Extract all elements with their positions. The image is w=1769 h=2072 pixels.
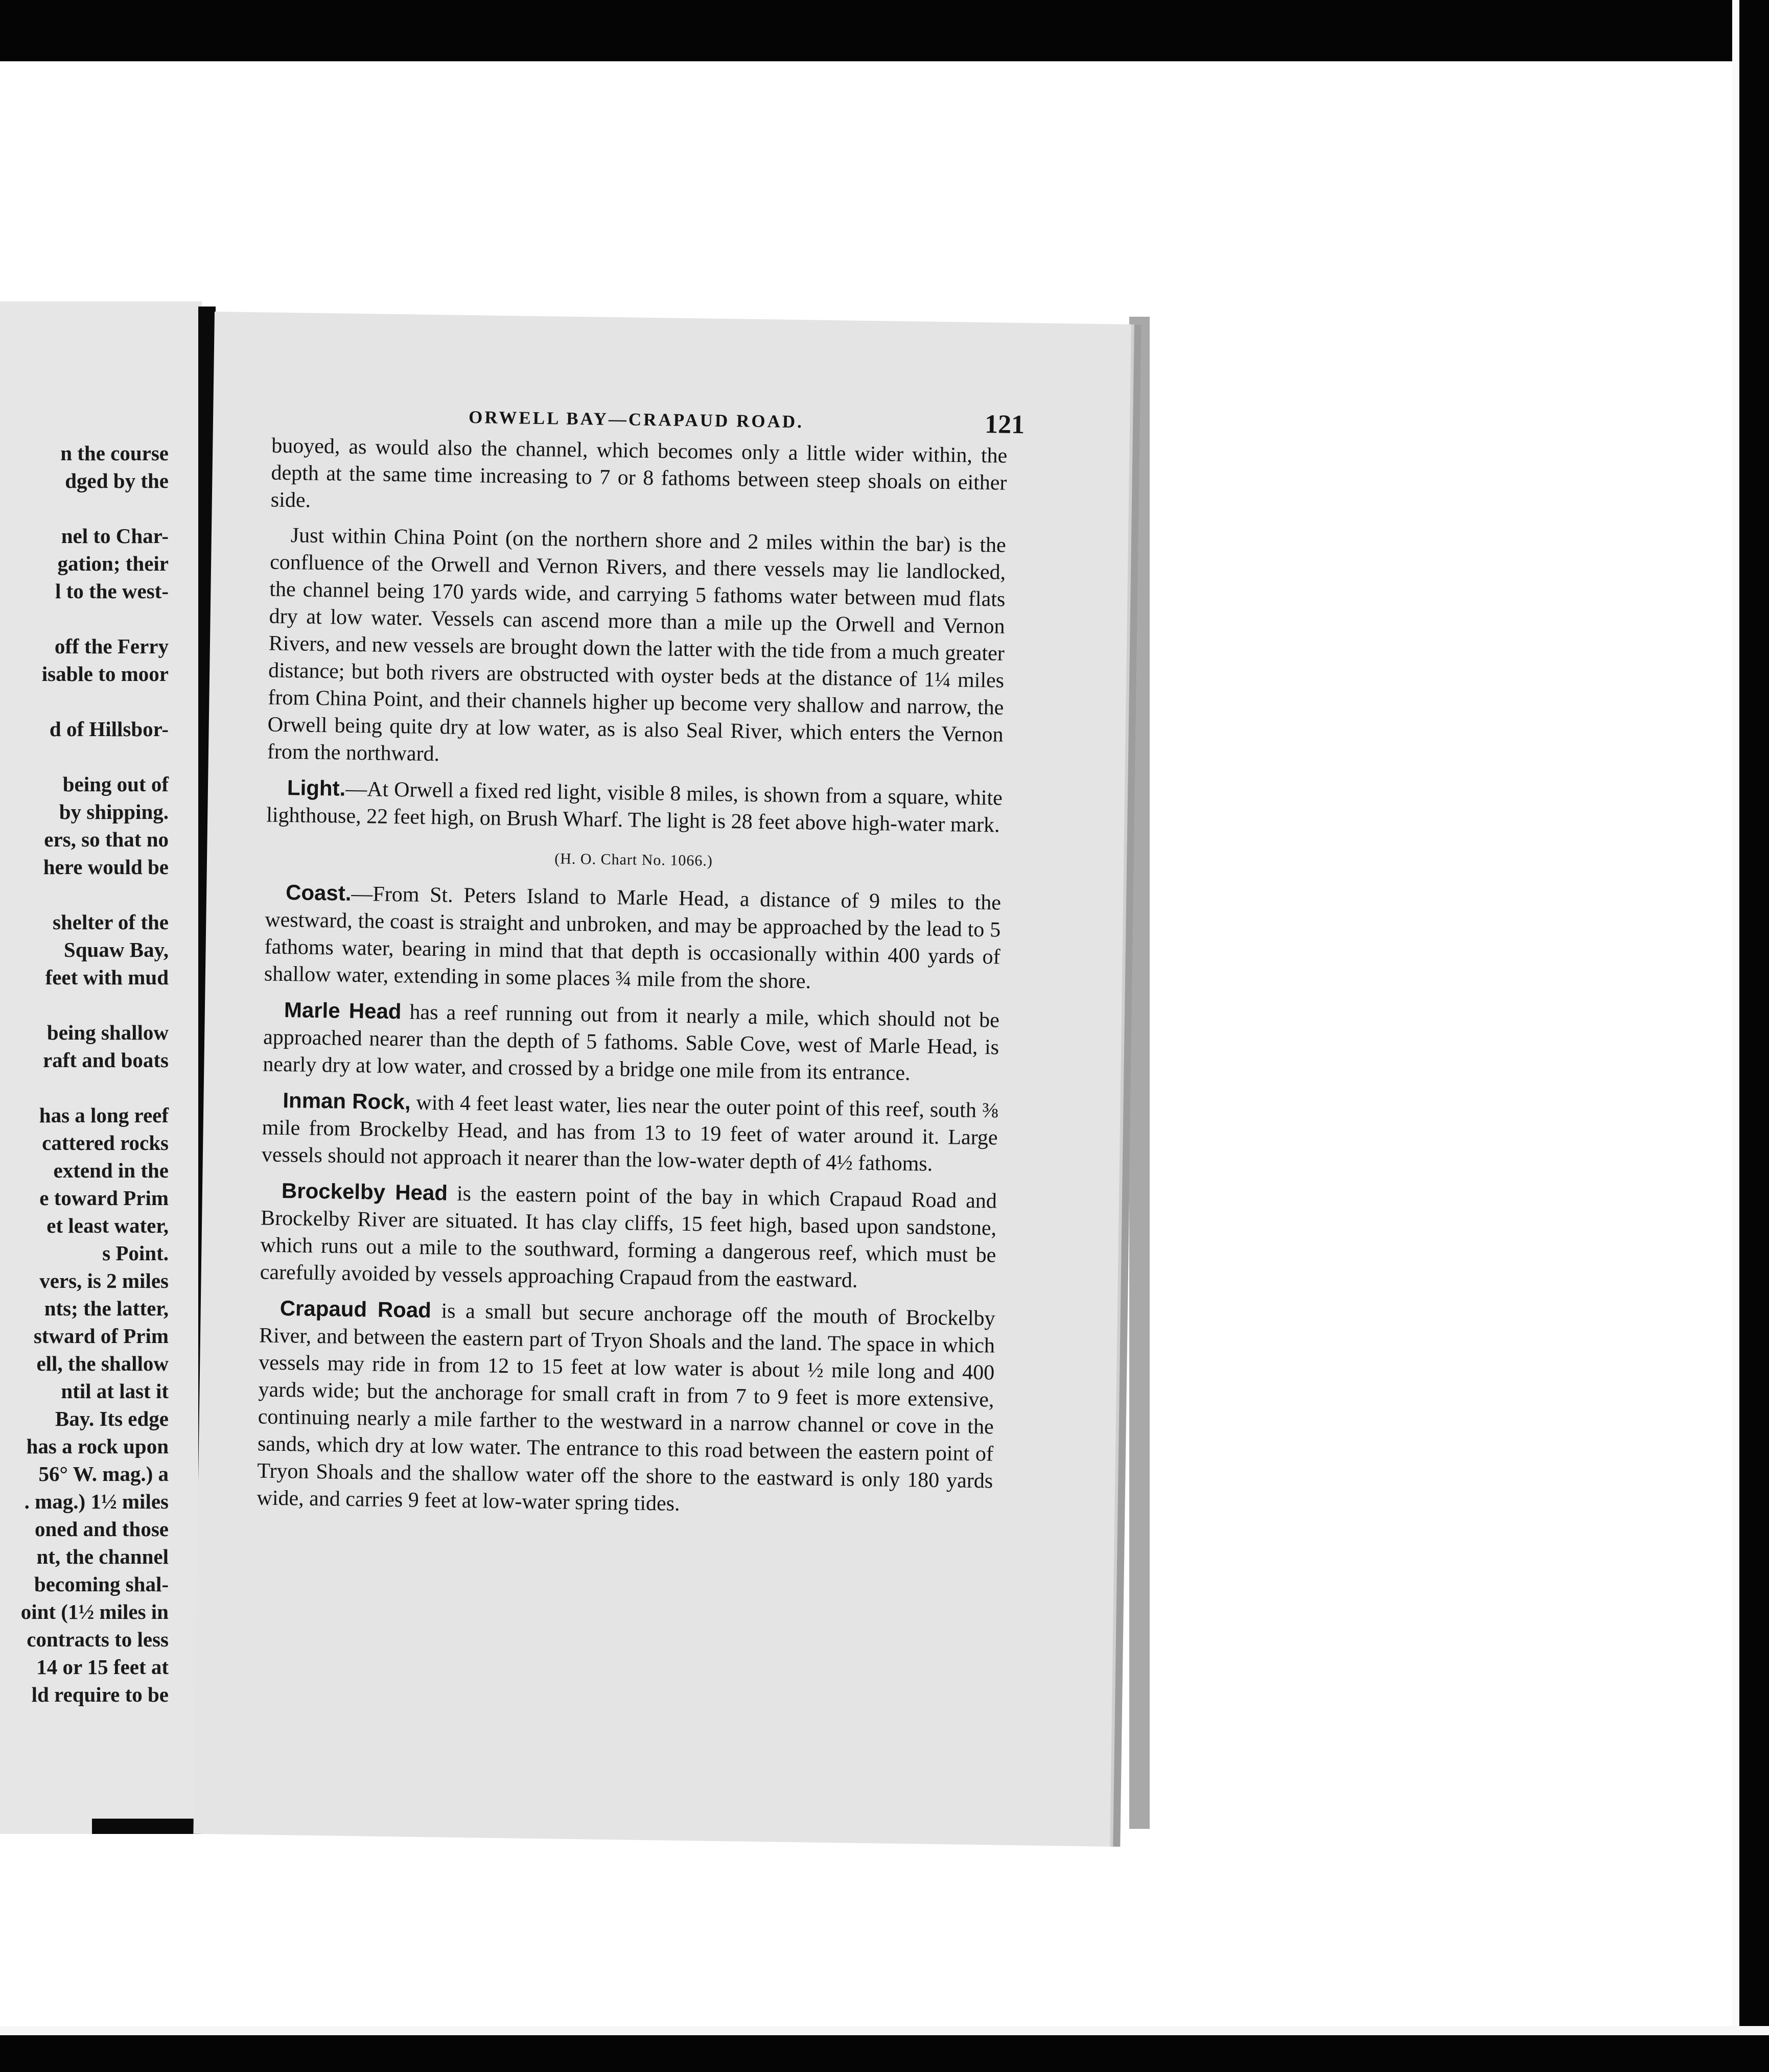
left-page-line: isable to moor xyxy=(41,662,169,686)
scan-border-right-gap xyxy=(1732,0,1739,2072)
left-page-line: here would be xyxy=(43,855,169,879)
left-page-line: becoming shal- xyxy=(34,1572,169,1596)
heading-crapaud-road: Crapaud Road xyxy=(280,1296,432,1323)
left-page-line: stward of Prim xyxy=(33,1324,169,1348)
left-page-line: e toward Prim xyxy=(39,1186,169,1210)
heading-brockelby-head: Brockelby Head xyxy=(281,1178,448,1205)
inman-text: with 4 feet least water, lies near the outer point of this reef, south ⅜ mile from Brockelby Head, and has from 13 to 19 feet of water around it. Large vessels should not approach it nearer than the low-water depth of 4½ fathoms. xyxy=(261,1091,998,1176)
left-page-line: ntil at last it xyxy=(61,1379,169,1403)
left-page-line: feet with mud xyxy=(45,966,169,989)
heading-marle-head: Marle Head xyxy=(284,998,402,1024)
left-page-line: raft and boats xyxy=(42,1048,169,1072)
chart-reference: (H. O. Chart No. 1066.) xyxy=(554,850,713,869)
left-page-line: being shallow xyxy=(46,1021,169,1044)
left-page-line: cattered rocks xyxy=(42,1131,169,1155)
paragraph-continued: buoyed, as would also the channel, which becomes only a little wider within, the depth at the same time increasing to 7 or 8 fathoms between steep shoals on either side. xyxy=(270,434,1008,512)
crapaud-text: is a small but secure anchorage off the mouth of Brockelby River, and between the eastern part of Tryon Shoals and the land. The space in which vessels may ride in from 12 to 15 feet at low water is about ½ mile long and 400 yards wide; but the anchorage for small craft in from 7 to 9 feet is more extensive, continuing nearly a mile farther to the westward in a narrow channel or cove in the sands, which dry at low water. The entrance to this road between the eastern point of Tryon Shoals and the shallow water off the shore to the eastward is only 180 yards wide, and carries 9 feet at low-water spring tides. xyxy=(257,1299,995,1516)
right-page xyxy=(193,312,1141,1847)
brockelby-text: is the eastern point of the bay in which Crapaud Road and Brockelby River are situated. It has clay cliffs, 15 feet high, based upon sandstone, which runs out a mile to the southward, forming a dangerous reef, which must be carefully avoided by vessels approaching Crapaud from the eastward. xyxy=(260,1182,997,1292)
left-page-line: n the course xyxy=(60,441,169,465)
paragraph-coast xyxy=(264,878,1002,998)
left-page-line: being out of xyxy=(62,772,169,796)
heading-light: Light. xyxy=(287,775,346,800)
scan-border-bottom xyxy=(0,2035,1769,2072)
page-number: 121 xyxy=(984,410,1025,440)
left-page-line: s Point. xyxy=(102,1241,169,1265)
paragraph-crapaud-road xyxy=(257,1294,995,1522)
heading-inman-rock: Inman Rock, xyxy=(283,1088,411,1114)
scan-border-top xyxy=(0,0,1769,61)
left-page-line: contracts to less xyxy=(27,1628,169,1651)
left-page-text xyxy=(0,439,169,1708)
left-page-line: extend in the xyxy=(53,1159,169,1182)
left-page-line: ell, the shallow xyxy=(36,1352,169,1375)
left-page-line xyxy=(0,605,169,632)
left-page-line: Bay. Its edge xyxy=(55,1407,169,1430)
left-page-line: has a long reef xyxy=(39,1103,169,1127)
left-page-line xyxy=(0,495,169,522)
left-page-line xyxy=(0,991,169,1019)
paragraph-light xyxy=(266,774,1003,839)
coast-text: —From St. Peters Island to Marle Head, a distance of 9 miles to the westward, the coast is straight and unbroken, and may be approached by the lead to 5 fathoms water, bearing in mind that that depth is occasionally within 400 yards of shallow water, extending in some places ¾ mile from the shore. xyxy=(264,882,1002,994)
left-page-line: d of Hillsbor- xyxy=(49,717,169,741)
left-page-line: dged by the xyxy=(65,469,169,492)
paragraph-marle-head xyxy=(263,996,999,1088)
paragraph-china-point: Just within China Point (on the northern shore and 2 miles within the bar) is the confluence of the Orwell and Vernon Rivers, and there vessels may lie landlocked, the channel being 170 yards wide, and carrying 5 fathoms water between mud flats dry at low water. Vessels can ascend more than a mile up the Orwell and Vernon Rivers, and new vessels are brought down the latter with the tide from a much greater distance; but both rivers are obstructed with oyster beds at the distance of 1¼ miles from China Point, and their channels higher up become very shallow and narrow, the Orwell being quite dry at low water, as is also Seal River, which enters the Vernon from the northward. xyxy=(267,524,1007,766)
left-page-line: off the Ferry xyxy=(54,634,169,658)
left-page-line: ld require to be xyxy=(31,1683,169,1706)
left-page-line: oint (1½ miles in xyxy=(20,1600,169,1623)
left-page-line: 14 or 15 feet at xyxy=(36,1655,169,1679)
heading-coast: Coast. xyxy=(285,880,352,905)
left-page-line: vers, is 2 miles xyxy=(39,1269,169,1292)
left-page-line xyxy=(0,881,169,908)
marle-text: has a reef running out from it nearly a mile, which should not be approached nearer than the depth of 5 fathoms. Sable Cove, west of Marle Head, is nearly dry at low water, and crossed by a bridge one mile from its entrance. xyxy=(263,1000,1000,1086)
left-page-line: 56° W. mag.) a xyxy=(38,1462,169,1486)
light-text: —At Orwell a fixed red light, visible 8 miles, is shown from a square, white lighthouse, 22 feet high, on Brush Wharf. The light is 28 feet above high-water mark. xyxy=(266,777,1003,837)
left-page-line: oned and those xyxy=(34,1517,169,1541)
left-page-line: has a rock upon xyxy=(26,1434,169,1458)
left-page-line: ers, so that no xyxy=(44,828,169,851)
left-page-line: l to the west- xyxy=(55,579,169,603)
left-page-line: nts; the latter, xyxy=(44,1297,169,1320)
page-body xyxy=(257,433,1008,1531)
left-page-line: shelter of the xyxy=(53,910,169,934)
left-page-line: Squaw Bay, xyxy=(63,938,169,961)
left-page-line: gation; their xyxy=(57,552,169,575)
left-page xyxy=(0,301,202,1834)
scan-border-top-gap xyxy=(0,61,1769,72)
left-page-line xyxy=(0,743,169,770)
left-page-line: by shipping. xyxy=(59,800,169,823)
running-head: ORWELL BAY—CRAPAUD ROAD. xyxy=(468,407,804,432)
left-page-line: nt, the channel xyxy=(36,1545,169,1568)
left-page-line xyxy=(0,1074,169,1101)
paragraph-brockelby-head xyxy=(260,1176,997,1296)
left-page-line xyxy=(0,688,169,715)
left-page-line: et least water, xyxy=(46,1214,169,1237)
paragraph-inman-rock xyxy=(262,1086,998,1179)
scan-border-bottom-gap xyxy=(0,2026,1769,2035)
left-page-line: . mag.) 1½ miles xyxy=(24,1490,169,1513)
left-page-line: nel to Char- xyxy=(61,524,169,548)
scan-border-right xyxy=(1739,0,1769,2072)
